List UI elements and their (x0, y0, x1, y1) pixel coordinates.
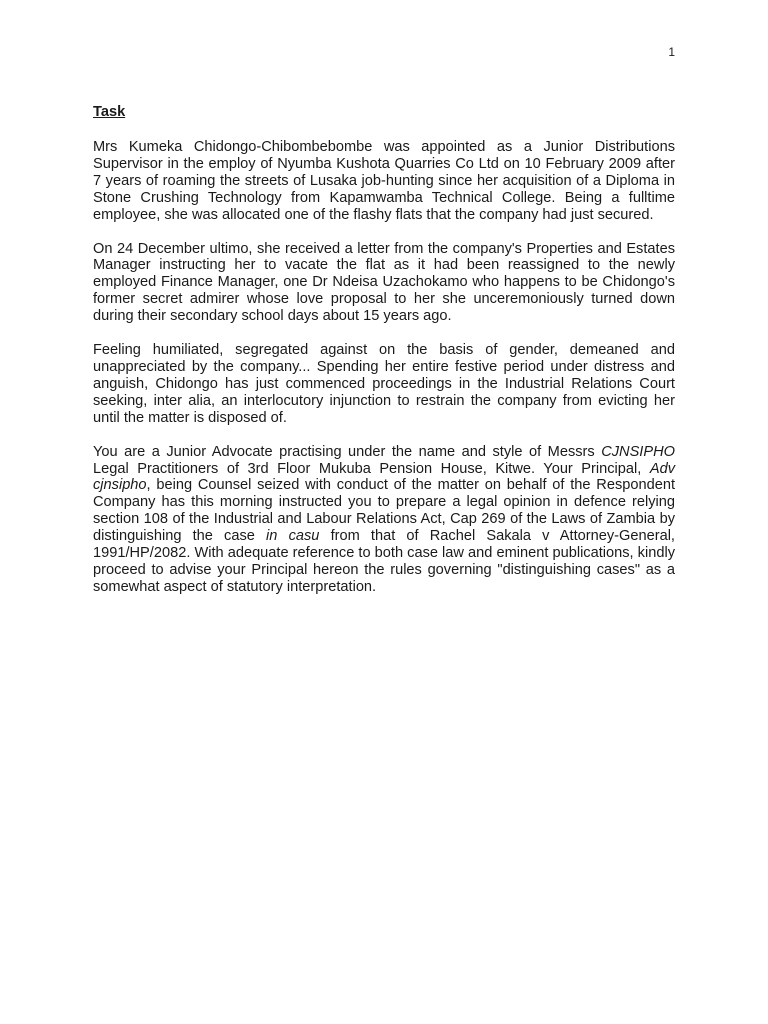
task-heading: Task (93, 104, 126, 120)
principal-name: Adv cjnsipho (93, 460, 675, 494)
in-casu-term: in casu (266, 528, 320, 545)
page-number: 1 (668, 45, 675, 59)
document-body (93, 102, 675, 613)
instructions-text-1: You are a Junior Advocate practising under the name and style of Messrs (93, 443, 602, 460)
paragraph-eviction-letter: On 24 December ultimo, she received a letter from the company's Properties and Estates Manager instructing her to vacate the flat as it had been reassigned to the newly employed Finance Manager, one Dr Ndeisa Uzachokamo who happens to be Chidongo's former secret admirer whose love proposal to her she unceremoniously turned down during their secondary school days about 15 years ago. (93, 240, 675, 325)
firm-name: CJNSIPHO (601, 443, 675, 460)
paragraph-proceedings: Feeling humiliated, segregated against on the basis of gender, demeaned and unappreciated by the company... Spending her entire festive period under distress and anguish, Chidongo has just commenced proceedings in the Industrial Relations Court seeking, inter alia, an interlocutory injunction to restrain the company from evicting her until the matter is disposed of. (93, 342, 675, 426)
instructions-text-2: Legal Practitioners of 3rd Floor Mukuba Pension House, Kitwe. Your Principal, (93, 460, 650, 477)
paragraph-instructions (93, 444, 675, 596)
instructions-text-4: from that of Rachel Sakala v Attorney-General, 1991/HP/2082. With adequate reference to both case law and eminent publications, kindly proceed to advise your Principal hereon the rules governing "distinguishing cases" as a somewhat aspect of statutory interpretation. (93, 528, 675, 595)
instructions-text-3: , being Counsel seized with conduct of the matter on behalf of the Respondent Company has this morning instructed you to prepare a legal opinion in defence relying section 108 of the Industrial and Labour Relations Act, Cap 269 of the Laws of Zambia by distinguishing the case (93, 477, 675, 545)
paragraph-appointment: Mrs Kumeka Chidongo-Chibombebombe was appointed as a Junior Distributions Supervisor in the employ of Nyumba Kushota Quarries Co Ltd on 10 February 2009 after 7 years of roaming the streets of Lusaka job-hunting since her acquisition of a Diploma in Stone Crushing Technology from Kapamwamba Technical College. Being a fulltime employee, she was allocated one of the flashy flats that the company had just secured. (93, 139, 675, 223)
